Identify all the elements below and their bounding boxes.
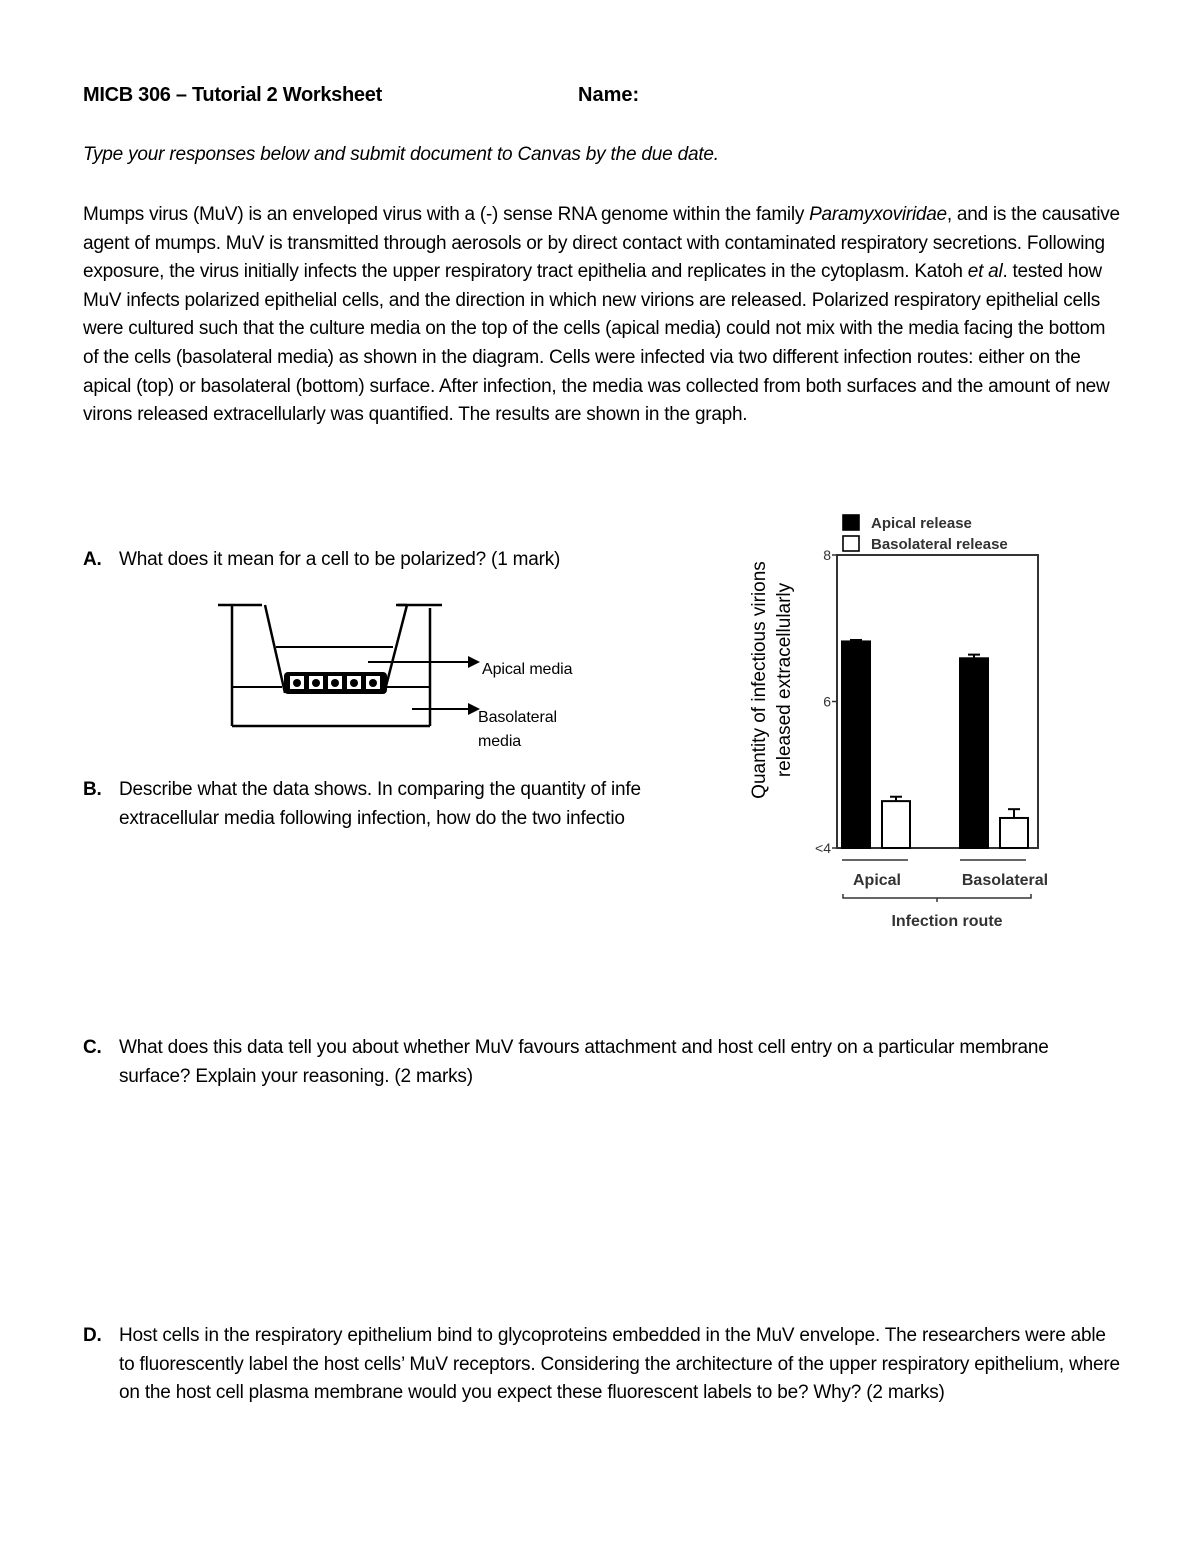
legend-swatch	[843, 515, 859, 530]
y-axis-label-line2: released extracellularly	[774, 582, 795, 778]
name-label: Name:	[578, 84, 640, 106]
intro-text-1: Mumps virus (MuV) is an enveloped virus with a (-) sense RNA genome within the family	[83, 204, 810, 225]
x-category-label: Basolateral	[961, 872, 1049, 889]
bar	[960, 658, 988, 848]
bar	[882, 801, 910, 848]
legend-label: Apical release	[871, 515, 972, 532]
y-tick-label: 8	[823, 547, 831, 563]
question-letter: B.	[83, 779, 102, 800]
basolateral-media-label-2: media	[478, 733, 522, 750]
x-axis-label: Infection route	[891, 913, 1003, 930]
question-a	[83, 546, 723, 575]
intro-text-2: , and is the causative agent of mumps. MuV is transmitted through aerosols or by direct contact with contaminated respiratory secretions. Following exposure, the virus initially infects the upper respiratory tract epithelia and replicates in the cytoplasm. Katoh	[83, 204, 1120, 283]
basolateral-media-label-1: Basolateral	[478, 709, 557, 726]
apical-media-label: Apical media	[482, 661, 573, 678]
question-c	[83, 1034, 1123, 1091]
bar	[842, 641, 870, 848]
y-tick-label: 6	[823, 693, 831, 710]
question-text-line1: Describe what the data shows. In comparing the quantity of infe	[119, 779, 641, 800]
question-letter: D.	[83, 1325, 102, 1346]
y-axis-label	[735, 530, 805, 830]
legend-swatch	[843, 536, 859, 551]
worksheet-title: MICB 306 – Tutorial 2 Worksheet	[83, 84, 382, 106]
y-axis-label-line1: Quantity of infectious virions	[749, 561, 770, 799]
instructions: Type your responses below and submit document to Canvas by the due date.	[83, 144, 719, 165]
question-b	[83, 776, 723, 833]
question-letter: A.	[83, 549, 102, 570]
question-d	[83, 1322, 1123, 1408]
et-al: et al	[967, 261, 1003, 283]
question-text: What does it mean for a cell to be polarized? (1 mark)	[119, 549, 561, 570]
y-tick-label: <4	[815, 840, 831, 856]
legend-label: Basolateral release	[871, 536, 1008, 553]
question-text: Host cells in the respiratory epithelium bind to glycoproteins embedded in the MuV envelope. The researchers were able to fluorescently label the host cells’ MuV receptors. Considering the architecture of the upper respiratory epithelium, where on the host cell plasma membrane would you expect these fluorescent labels to be? Why? (2 marks)	[119, 1325, 1120, 1404]
intro-paragraph	[83, 201, 1123, 430]
question-letter: C.	[83, 1037, 102, 1058]
arrow-apical-icon	[468, 656, 480, 668]
virus-family: Paramyxoviridae	[809, 204, 947, 225]
x-category-label: Apical	[852, 872, 902, 889]
transwell-diagram	[210, 595, 630, 760]
bar	[1000, 818, 1028, 848]
intro-text-3: . tested how MuV infects polarized epithelial cells, and the direction in which new virions are released. Polarized respiratory epithelial cells were cultured such that the culture media on the top of the cells (apical media) could not mix with the media facing the bottom of the cells (basolateral media) as shown in the diagram. Cells were infected via two different infection routes: either on the apical (top) or basolateral (bottom) surface. After infection, the media was collected from both surfaces and the amount of new virons released extracellularly was quantified. The results are shown in the graph.	[83, 261, 1110, 426]
question-text-line2: extracellular media following infection, how do the two infectio	[119, 807, 625, 829]
question-text: What does this data tell you about whether MuV favours attachment and host cell entry on a particular membrane surface? Explain your reasoning. (2 marks)	[119, 1037, 1049, 1087]
